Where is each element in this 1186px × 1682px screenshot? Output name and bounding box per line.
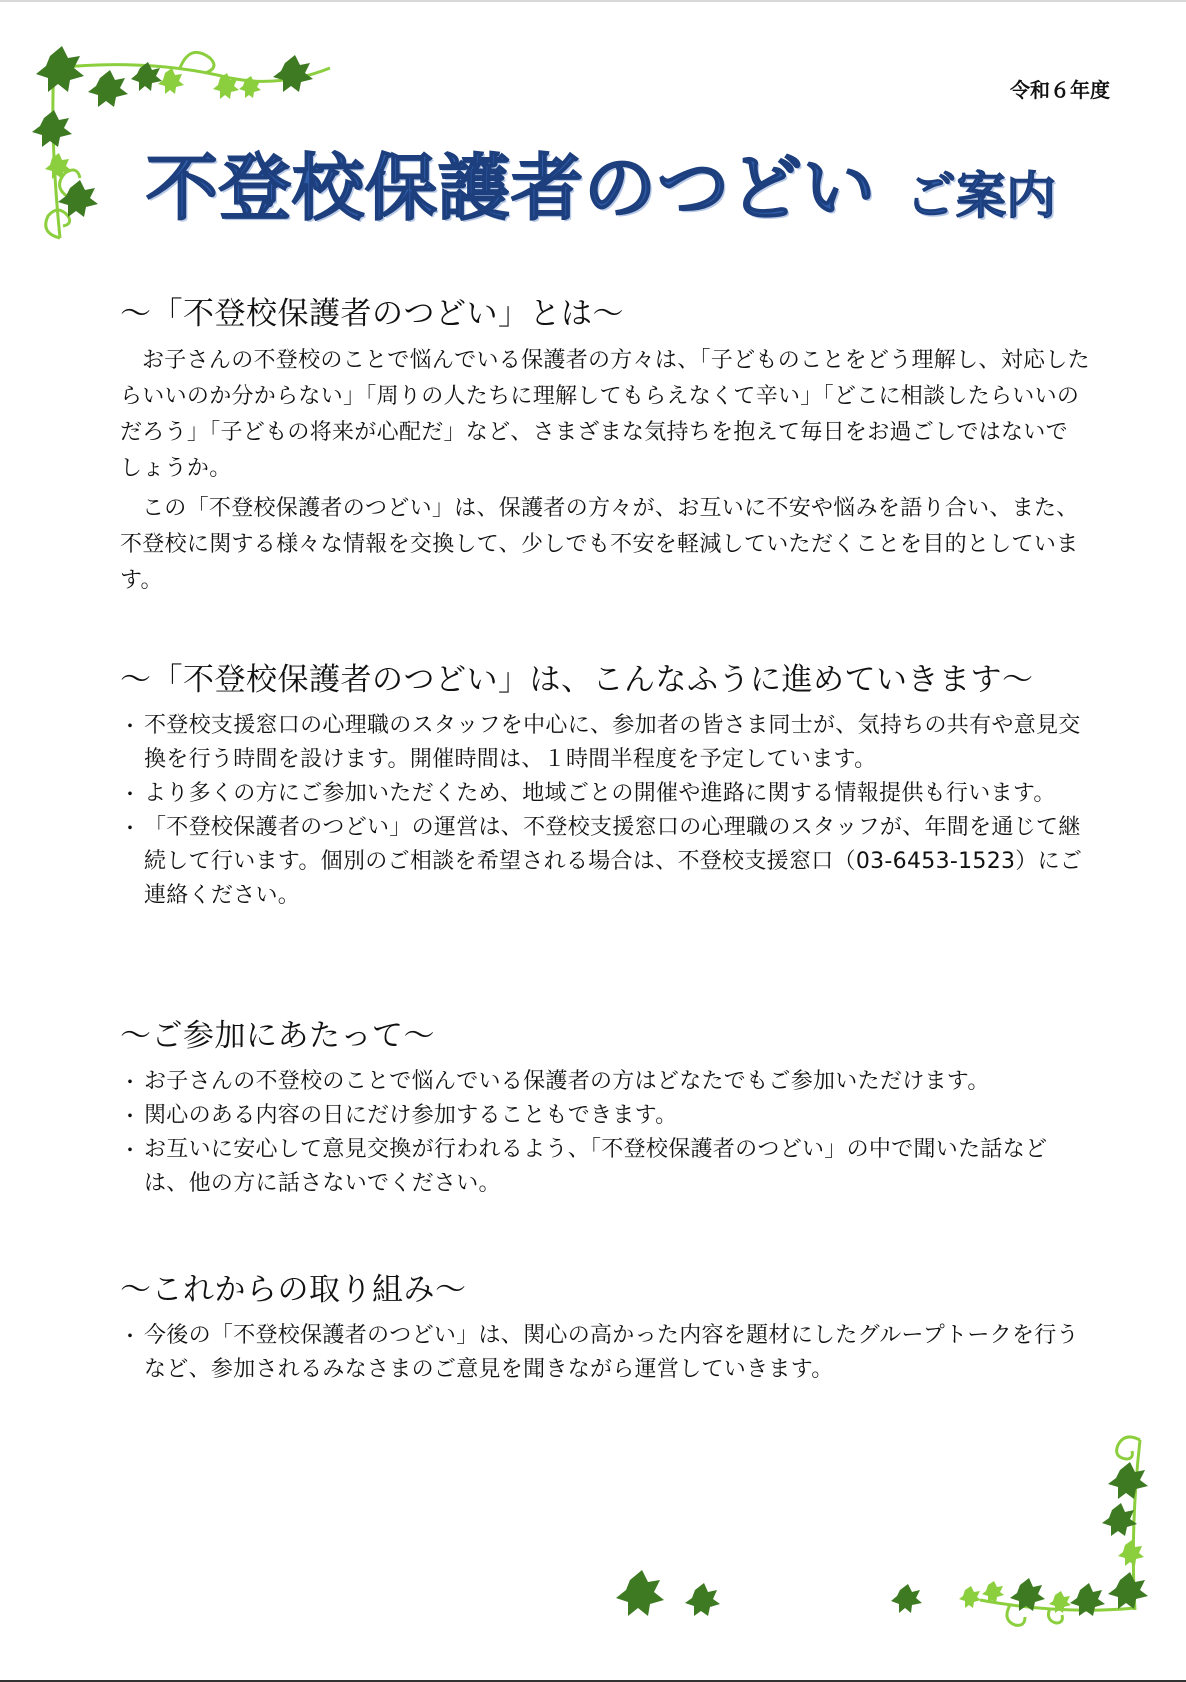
section-heading: 〜「不登校保護者のつどい」は、こんなふうに進めていきます〜	[120, 662, 1034, 698]
list-item: ・ 不登校支援窓口の心理職のスタッフを中心に、参加者の皆さま同士が、気持ちの共有や意見交換を行う時間を設けます。開催時間は、１時間半程度を予定しています。	[120, 709, 1090, 777]
fiscal-year: 令和６年度	[1010, 78, 1110, 102]
list-item: ・ より多くの方にご参加いただくため、地域ごとの開催や進路に関する情報提供も行います。	[120, 777, 1090, 811]
page-title	[146, 130, 1106, 230]
top-border	[0, 0, 1186, 2]
list-item: ・ お互いに安心して意見交換が行われるよう、「不登校保護者のつどい」の中で聞いた話などは、他の方に話さないでください。	[120, 1133, 1090, 1201]
section-heading: 〜ご参加にあたって〜	[120, 1018, 435, 1054]
section-heading: 〜「不登校保護者のつどい」とは〜	[120, 296, 624, 332]
title-main: 不登校保護者のつどい	[146, 146, 877, 230]
list-item: ・ 「不登校保護者のつどい」の運営は、不登校支援窓口の心理職のスタッフが、年間を通じて継続して行います。個別のご相談を希望される場合は、不登校支援窓口（03-6453-1523）にご連絡ください。	[120, 811, 1090, 913]
section-participation	[120, 1010, 1090, 1201]
list-item: ・ 今後の「不登校保護者のつどい」は、関心の高かった内容を題材にしたグループトークを行うなど、参加されるみなさまのご意見を聞きながら運営していきます。	[120, 1319, 1090, 1387]
bullet-list	[120, 709, 1090, 913]
title-sub: ご案内	[906, 167, 1057, 225]
section-future-efforts	[120, 1264, 1090, 1387]
bullet-list	[120, 1319, 1090, 1387]
bullet-list	[120, 1065, 1090, 1201]
list-item: ・ 関心のある内容の日にだけ参加することもできます。	[120, 1099, 1090, 1133]
ivy-decoration-bottom-right-icon	[880, 1430, 1160, 1640]
section-about	[120, 288, 1090, 603]
section-heading: 〜これからの取り組み〜	[120, 1272, 467, 1308]
paragraph: お子さんの不登校のことで悩んでいる保護者の方々は、「子どものことをどう理解し、対応したらいいのか分からない」「周りの人たちに理解してもらえなくて辛い」「どこに相談したらいいのだろう」「子どもの将来が心配だ」など、さまざまな気持ちを抱えて毎日をお過ごしではないでしょうか。	[120, 348, 1090, 481]
list-item: ・ お子さんの不登校のことで悩んでいる保護者の方はどなたでもご参加いただけます。	[120, 1065, 1090, 1099]
section-how-it-works	[120, 654, 1090, 913]
ivy-leaves-bottom-icon	[610, 1560, 730, 1630]
paragraph: この「不登校保護者のつどい」は、保護者の方々が、お互いに不安や悩みを語り合い、また、不登校に関する様々な情報を交換して、少しでも不安を軽減していただくことを目的としています。	[120, 496, 1079, 593]
